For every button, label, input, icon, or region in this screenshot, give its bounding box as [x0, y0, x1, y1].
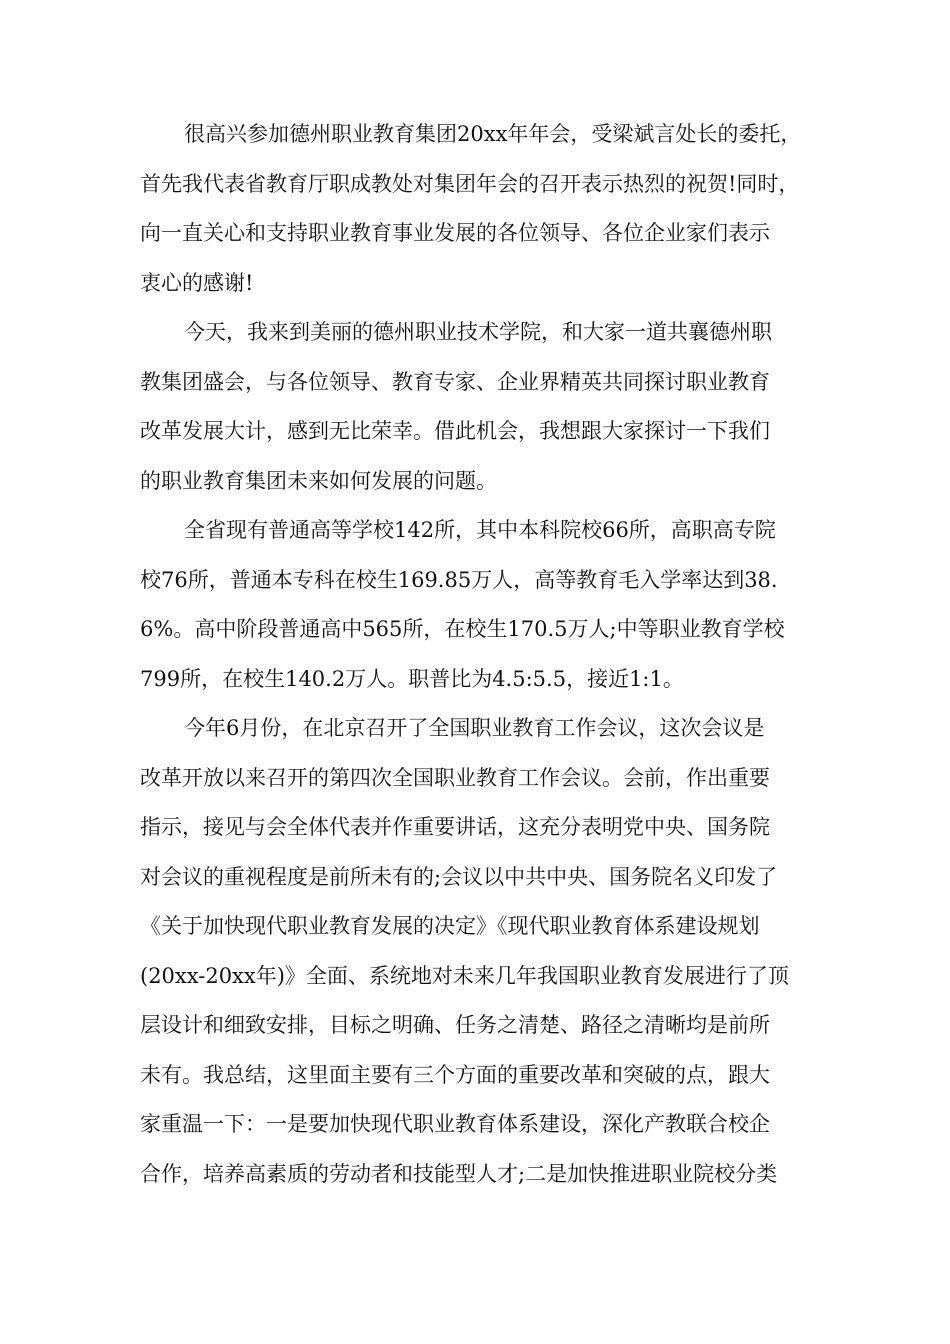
text-line: 指示，接见与会全体代表并作重要讲话，这充分表明党中央、国务院	[140, 815, 770, 839]
text-line: 合作，培养高素质的劳动者和技能型人才;二是加快推进职业院校分类	[140, 1161, 778, 1186]
text-line: 今年6月份，在北京召开了全国职业教育工作会议，这次会议是	[184, 716, 765, 740]
text-line: 全省现有普通高等学校142所，其中本科院校66所，高职高专院	[184, 518, 776, 542]
text-line: 衷心的感谢!	[140, 270, 254, 295]
text-line: 799所，在校生140.2万人。职普比为4.5:5.5，接近1:1。	[140, 666, 684, 691]
text-line: 《关于加快现代职业教育发展的决定》《现代职业教育体系建设规划	[140, 914, 760, 938]
text-line: 首先我代表省教育厅职成教处对集团年会的召开表示热烈的祝贺!同时，	[140, 171, 800, 196]
text-line: 很高兴参加德州职业教育集团20xx年年会，受梁斌言处长的委托，	[184, 122, 802, 146]
text-line: 改革发展大计，感到无比荣幸。借此机会，我想跟大家探讨一下我们	[140, 419, 770, 443]
text-line: 教集团盛会，与各位领导、教育专家、企业界精英共同探讨职业教育	[140, 369, 770, 394]
text-line: 对会议的重视程度是前所未有的;会议以中共中央、国务院名义印发了	[140, 864, 778, 889]
document-body	[140, 110, 820, 1199]
text-line: 层设计和细致安排，目标之明确、任务之清楚、路径之清晰均是前所	[140, 1013, 770, 1037]
paragraph-4	[140, 704, 820, 1199]
text-line: 未有。我总结，这里面主要有三个方面的重要改革和突破的点，跟大	[140, 1062, 770, 1087]
text-line: (20xx-20xx年)》全面、系统地对未来几年我国职业教育发展进行了顶	[140, 963, 789, 988]
text-line: 今天，我来到美丽的德州职业技术学院，和大家一道共襄德州职	[184, 320, 772, 344]
text-line: 家重温一下：一是要加快现代职业教育体系建设，深化产教联合校企	[140, 1112, 770, 1136]
text-line: 向一直关心和支持职业教育事业发展的各位领导、各位企业家们表示	[140, 221, 770, 245]
paragraph-3	[140, 506, 820, 704]
text-line: 校76所，普通本专科在校生169.85万人，高等教育毛入学率达到38.	[140, 567, 778, 592]
text-line: 改革开放以来召开的第四次全国职业教育工作会议。会前，作出重要	[140, 765, 770, 790]
text-line: 6%。高中阶段普通高中565所，在校生170.5万人;中等职业教育学校	[140, 617, 785, 641]
paragraph-1	[140, 110, 820, 308]
paragraph-2	[140, 308, 820, 506]
text-line: 的职业教育集团未来如何发展的问题。	[140, 468, 497, 493]
